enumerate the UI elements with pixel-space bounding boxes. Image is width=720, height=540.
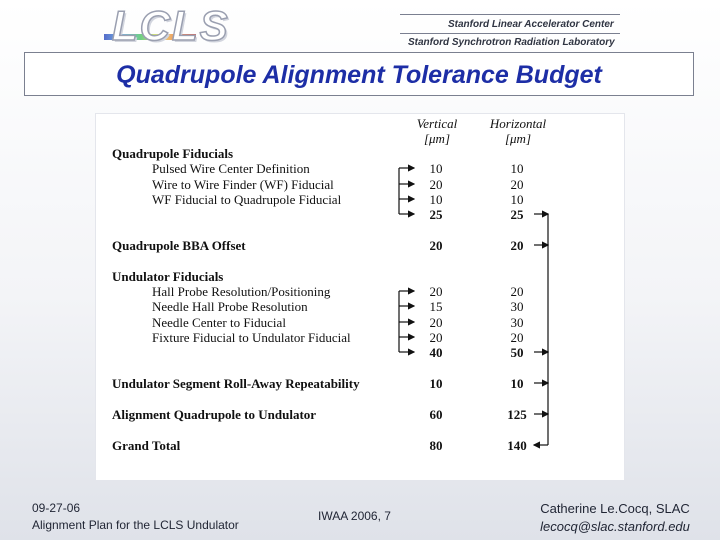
subtotal-vertical: 25 bbox=[429, 207, 443, 222]
row-value-vertical: 10 bbox=[429, 192, 443, 207]
summation-arrows bbox=[96, 114, 624, 480]
row-value-horizontal: 20 bbox=[510, 330, 524, 345]
row-value-horizontal: 20 bbox=[510, 238, 524, 253]
row-value-horizontal: 20 bbox=[510, 177, 524, 192]
row-label: Fixture Fiducial to Undulator Fiducial bbox=[152, 330, 351, 345]
row-label-quadrupole-fiducials: Quadrupole Fiducials bbox=[112, 146, 233, 161]
footer-author: Catherine Le.Cocq, SLAC bbox=[540, 501, 690, 516]
footer-subtitle: Alignment Plan for the LCLS Undulator bbox=[32, 518, 239, 532]
tolerance-table bbox=[96, 114, 624, 480]
col-header-vertical-unit: [μm] bbox=[423, 131, 451, 146]
subtotal-vertical: 40 bbox=[429, 345, 443, 360]
grand-total-vertical: 80 bbox=[429, 438, 443, 453]
header-rule-middle bbox=[400, 33, 620, 34]
row-label-grand-total: Grand Total bbox=[112, 438, 181, 453]
col-header-horizontal: Horizontal bbox=[489, 116, 547, 131]
row-value-vertical: 20 bbox=[429, 284, 443, 299]
row-value-vertical: 10 bbox=[429, 376, 443, 391]
grand-total-horizontal: 140 bbox=[507, 438, 527, 453]
row-value-vertical: 20 bbox=[429, 315, 443, 330]
footer-date: 09-27-06 bbox=[32, 501, 81, 515]
row-label: Needle Hall Probe Resolution bbox=[152, 299, 308, 314]
row-value-vertical: 15 bbox=[429, 299, 443, 314]
subtotal-horizontal: 50 bbox=[510, 345, 524, 360]
row-value-horizontal: 10 bbox=[510, 376, 524, 391]
row-label: Wire to Wire Finder (WF) Fiducial bbox=[152, 177, 334, 192]
row-value-vertical: 20 bbox=[429, 330, 443, 345]
row-label: WF Fiducial to Quadrupole Fiducial bbox=[152, 192, 342, 207]
col-header-horizontal-unit: [μm] bbox=[504, 131, 532, 146]
row-value-vertical: 20 bbox=[429, 177, 443, 192]
footer-email[interactable]: lecocq@slac.stanford.edu bbox=[540, 519, 690, 534]
subtotal-horizontal: 25 bbox=[510, 207, 524, 222]
row-label: Needle Center to Fiducial bbox=[152, 315, 286, 330]
row-label-quad-to-undulator: Alignment Quadrupole to Undulator bbox=[112, 407, 317, 422]
lcls-logo: LCLS bbox=[112, 2, 230, 49]
row-value-horizontal: 10 bbox=[510, 161, 524, 176]
row-label-bba-offset: Quadrupole BBA Offset bbox=[112, 238, 246, 253]
row-value-vertical: 60 bbox=[429, 407, 443, 422]
slide-header bbox=[0, 0, 720, 50]
institution-slac: Stanford Linear Accelerator Center bbox=[448, 19, 614, 30]
row-label-roll-away: Undulator Segment Roll-Away Repeatability bbox=[112, 376, 360, 391]
slide-title: Quadrupole Alignment Tolerance Budget bbox=[116, 61, 602, 89]
row-value-horizontal: 10 bbox=[510, 192, 524, 207]
row-value-vertical: 10 bbox=[429, 161, 443, 176]
row-value-horizontal: 125 bbox=[507, 407, 527, 422]
institution-ssrl: Stanford Synchrotron Radiation Laboratory bbox=[408, 37, 615, 48]
row-label: Hall Probe Resolution/Positioning bbox=[152, 284, 331, 299]
row-label: Pulsed Wire Center Definition bbox=[152, 161, 310, 176]
row-value-vertical: 20 bbox=[429, 238, 443, 253]
footer-center: IWAA 2006, 7 bbox=[318, 509, 391, 523]
title-box bbox=[24, 52, 694, 96]
col-header-vertical: Vertical bbox=[416, 116, 458, 131]
row-value-horizontal: 20 bbox=[510, 284, 524, 299]
row-value-horizontal: 30 bbox=[510, 299, 524, 314]
header-rule-top bbox=[400, 14, 620, 15]
row-value-horizontal: 30 bbox=[510, 315, 524, 330]
row-label-undulator-fiducials: Undulator Fiducials bbox=[112, 269, 224, 284]
